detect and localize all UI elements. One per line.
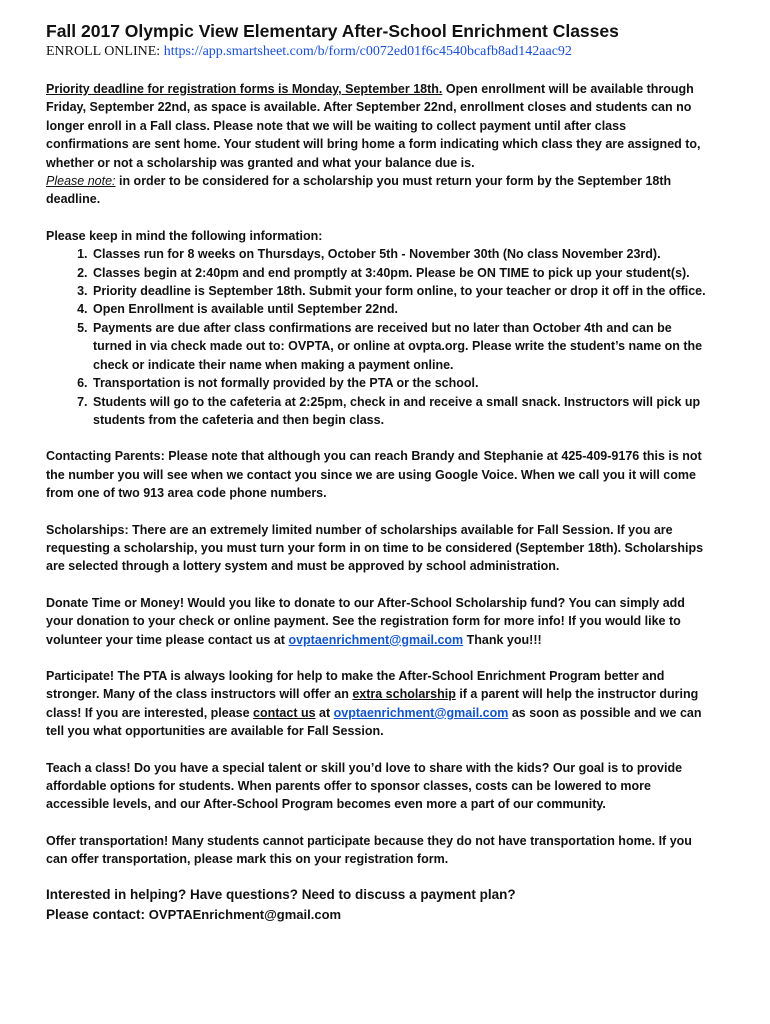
participate-text-1: Participate! The PTA is always looking for help to make the After-School Enrichment Program better and stronger. Many of the class instructors will offer an xyxy=(46,668,665,702)
info-intro: Please keep in mind the following information: xyxy=(46,228,323,243)
enroll-label: ENROLL ONLINE: xyxy=(46,44,164,59)
donate-paragraph xyxy=(46,594,706,649)
contact-us-link[interactable]: contact us xyxy=(253,705,316,720)
info-item-6: 6. Transportation is not formally provided by the PTA or the school. xyxy=(91,374,706,392)
document xyxy=(46,20,706,925)
info-item-1: 1. Classes run for 8 weeks on Thursdays, October 5th - November 30th (No class November 23rd). xyxy=(91,245,706,263)
scholarships-paragraph: Scholarships: There are an extremely limited number of scholarships available for Fall Session. If you are requesting a scholarship, you must turn your form in on time to be considered (September 18th). Scholarships are selected through a lottery system and must be approved by school administration. xyxy=(46,522,704,574)
participate-email-link[interactable]: ovptaenrichment@gmail.com xyxy=(333,705,509,720)
footer-contact-label: Please contact: xyxy=(46,906,149,922)
info-item-5: 5. Payments are due after class confirmations are received but no later than October 4th and can be turned in via check made out to: OVPTA, or online at ovpta.org. Please write the student’s name on the check or indicate their name when making a payment online. xyxy=(91,319,706,374)
participate-paragraph xyxy=(46,667,706,741)
transportation-paragraph: Offer transportation! Many students cannot participate because they do not have transportation home. If you can offer transportation, please mark this on your registration form. xyxy=(46,833,692,867)
donate-thanks: Thank you!!! xyxy=(463,632,542,647)
priority-deadline: Priority deadline for registration forms is Monday, September 18th. xyxy=(46,82,443,96)
participate-text-2: if a parent will help the instructor during class! If you are interested, please xyxy=(46,687,699,720)
enroll-link[interactable]: https://app.smartsheet.com/b/form/c0072ed01f6c4540bcafb8ad142aac92 xyxy=(163,44,572,59)
teach-paragraph: Teach a class! Do you have a special talent or skill you’d love to share with the kids? Our goal is to provide affordable options for students. When parents offer to sponsor classes, costs can be lowered to more accessible levels, and our After-School Program becomes even more a part of our community. xyxy=(46,760,683,812)
donate-text: Donate Time or Money! Would you like to donate to our After-School Scholarship fund? You can simply add your donation to your check or online payment. See the registration form for more info! If you would like to volunteer your time please contact us at xyxy=(46,595,685,647)
info-list xyxy=(46,245,706,429)
participate-text-3: at xyxy=(315,705,334,720)
please-note-text: in order to be considered for a scholarship you must return your form by the September 18th deadline. xyxy=(46,174,672,207)
document-title: Fall 2017 Olympic View Elementary After-School Enrichment Classes xyxy=(46,21,619,41)
info-item-7: 7. Students will go to the cafeteria at 2:25pm, check in and receive a small snack. Instructors will pick up students from the cafeteria and then begin class. xyxy=(91,393,706,430)
footer-contact-email: OVPTAEnrichment@gmail.com xyxy=(148,906,342,922)
donate-email-link[interactable]: ovptaenrichment@gmail.com xyxy=(288,632,464,647)
participate-text-4: as soon as possible and we can tell you what opportunities are available for Fall Session. xyxy=(46,705,702,739)
info-item-3: 3. Priority deadline is September 18th. Submit your form online, to your teacher or drop it off in the office. xyxy=(91,282,706,300)
priority-paragraph xyxy=(46,80,706,209)
info-item-4: 4. Open Enrollment is available until September 22nd. xyxy=(91,300,706,318)
please-note-label: Please note: xyxy=(46,174,116,189)
contacting-parents-paragraph: Contacting Parents: Please note that although you can reach Brandy and Stephanie at 425-409-9176 this is not the number you will see when we contact you since we are using Google Voice. When we call you it will come from one of two 913 area code phone numbers. xyxy=(46,449,702,501)
footer-contact xyxy=(46,905,706,925)
info-item-2: 2. Classes begin at 2:40pm and end promptly at 3:40pm. Please be ON TIME to pick up your student(s). xyxy=(91,264,706,282)
footer-question: Interested in helping? Have questions? Need to discuss a payment plan? xyxy=(46,886,516,902)
enroll-online-line xyxy=(46,42,706,62)
priority-text: Open enrollment will be available through Friday, September 22nd, as space is available. After September 22nd, enrollment closes and students can no longer enroll in a Fall class. Please note that we will be waiting to collect payment until after class confirmations are sent home. Your student will bring home a form indicating which class they are assigned to, whether or not a scholarship was granted and what your balance due is. xyxy=(46,82,701,170)
extra-scholarship: extra scholarship xyxy=(352,687,456,702)
